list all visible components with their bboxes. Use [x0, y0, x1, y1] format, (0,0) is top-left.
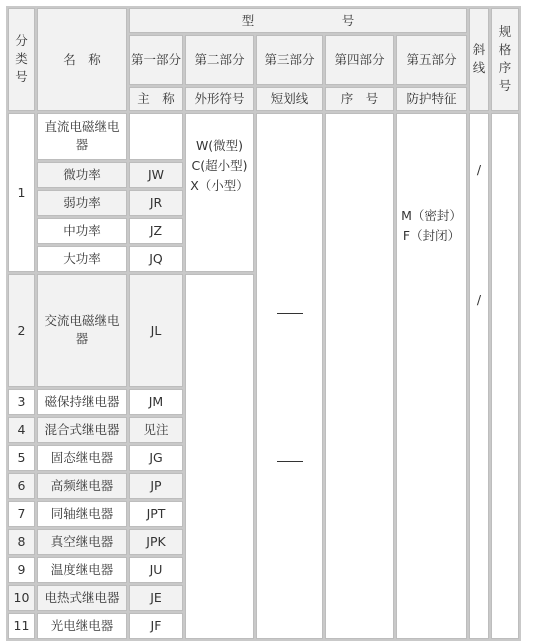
row-no-4: 4: [8, 417, 35, 443]
row-name: 固态继电器: [37, 445, 127, 471]
short-dash-cell: [256, 113, 323, 639]
row-code: JW: [129, 162, 183, 188]
header-spec-no: 规格序号: [491, 8, 519, 111]
header-category-no: 分类号: [8, 8, 35, 111]
row-no-5: 5: [8, 445, 35, 471]
dash-mark: [277, 313, 303, 314]
row-code: JPK: [129, 529, 183, 555]
header-sub4: 序 号: [325, 87, 394, 111]
row-name: 磁保持继电器: [37, 389, 127, 415]
slash-cell: [469, 113, 489, 639]
row-name: 直流电磁继电器: [37, 113, 127, 160]
header-sub2: 外形符号: [185, 87, 254, 111]
row-name: 大功率: [37, 246, 127, 272]
protection-line: M（密封）: [401, 208, 462, 223]
row-code: JM: [129, 389, 183, 415]
protection-line: F（封闭）: [402, 228, 461, 243]
header-sub5: 防护特征: [396, 87, 467, 111]
relay-model-table: [6, 6, 521, 641]
row-no-2: 2: [8, 274, 35, 387]
row-name: 真空继电器: [37, 529, 127, 555]
spec-no-cell: [491, 113, 519, 639]
row-code: JE: [129, 585, 183, 611]
row-no-9: 9: [8, 557, 35, 583]
row-no-6: 6: [8, 473, 35, 499]
serial-no-cell: [325, 113, 394, 639]
slash-mark: /: [476, 162, 482, 177]
row-code: JU: [129, 557, 183, 583]
row-code: JL: [129, 274, 183, 387]
row-no-3: 3: [8, 389, 35, 415]
row-name: 同轴继电器: [37, 501, 127, 527]
shape-cell: [185, 113, 254, 272]
header-model: 型 号: [129, 8, 467, 33]
shape-line: C(超小型): [191, 158, 248, 173]
row-name: 交流电磁继电器: [37, 274, 127, 387]
header-slash: 斜线: [469, 8, 489, 111]
shape-line: W(微型): [195, 138, 244, 153]
row-name: 电热式继电器: [37, 585, 127, 611]
protection-cell: [396, 113, 467, 639]
row-code: JQ: [129, 246, 183, 272]
row-code: 见注: [129, 417, 183, 443]
row-code: JF: [129, 613, 183, 639]
row-name: 混合式继电器: [37, 417, 127, 443]
dash-mark: [277, 461, 303, 462]
row-no-11: 11: [8, 613, 35, 639]
row-name: 微功率: [37, 162, 127, 188]
shape-cell-empty: [185, 274, 254, 639]
slash-mark: /: [476, 292, 482, 307]
header-part4: 第四部分: [325, 35, 394, 85]
header-name: 名 称: [37, 8, 127, 111]
row-no-7: 7: [8, 501, 35, 527]
header-sub3: 短划线: [256, 87, 323, 111]
row-no-10: 10: [8, 585, 35, 611]
row-name: 光电继电器: [37, 613, 127, 639]
row-code: JZ: [129, 218, 183, 244]
row-code: JP: [129, 473, 183, 499]
row-name: 温度继电器: [37, 557, 127, 583]
row-name: 中功率: [37, 218, 127, 244]
header-part2: 第二部分: [185, 35, 254, 85]
row-no-8: 8: [8, 529, 35, 555]
header-part5: 第五部分: [396, 35, 467, 85]
row-code: [129, 113, 183, 160]
row-no-1: 1: [8, 113, 35, 272]
row-code: JG: [129, 445, 183, 471]
row-name: 弱功率: [37, 190, 127, 216]
header-part1: 第一部分: [129, 35, 183, 85]
header-sub1: 主 称: [129, 87, 183, 111]
relay-model-table-container: [6, 6, 521, 641]
row-code: JPT: [129, 501, 183, 527]
row-code: JR: [129, 190, 183, 216]
shape-line: X（小型）: [190, 178, 249, 193]
header-part3: 第三部分: [256, 35, 323, 85]
row-name: 高频继电器: [37, 473, 127, 499]
